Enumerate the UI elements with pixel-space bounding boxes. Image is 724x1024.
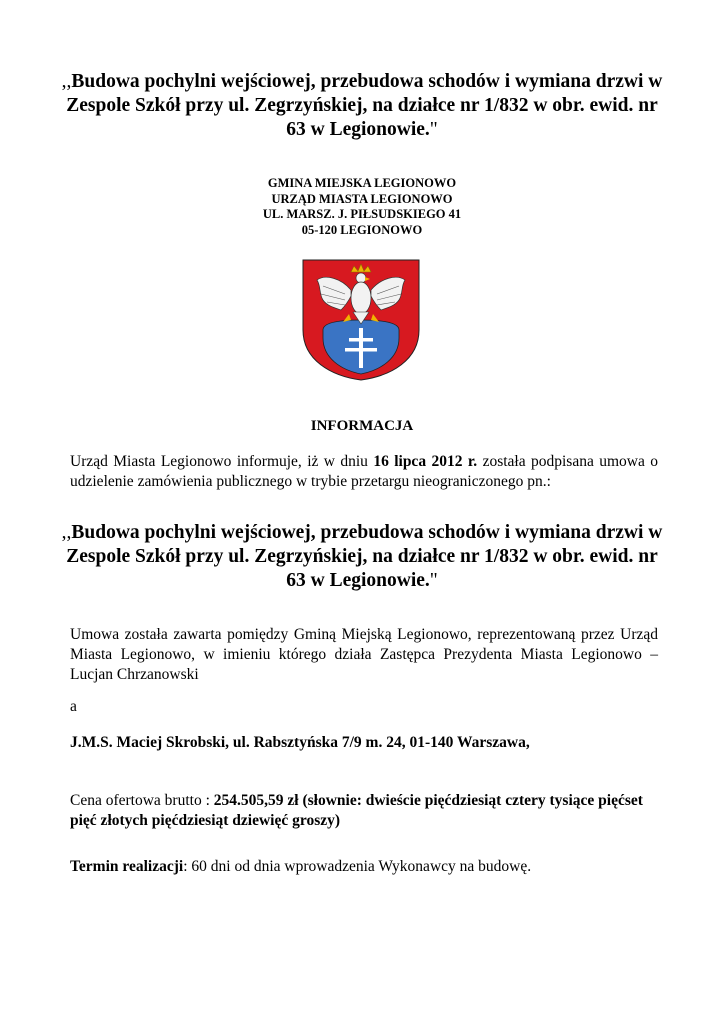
open-quote-repeat: ,,	[61, 522, 72, 543]
price-paragraph	[70, 791, 658, 831]
intro-text-before: Urząd Miasta Legionowo informuje, iż w dniu	[70, 453, 374, 470]
issuer-line-1: GMINA MIEJSKA LEGIONOWO	[267, 176, 457, 190]
term-label: Termin realizacji	[70, 858, 184, 875]
term-text: : 60 dni od dnia wprowadzenia Wykonawcy na budowę.	[183, 858, 532, 875]
intro-text-after: została podpisana umowa o udzielenie zamówienia publicznego w trybie przetargu nieograniczonego pn.:	[70, 453, 659, 490]
open-quote: ,,	[61, 71, 72, 92]
close-quote-repeat: "	[429, 570, 438, 591]
intro-date: 16 lipca 2012 r.	[373, 453, 478, 470]
intro-paragraph	[70, 452, 658, 492]
contractor-line	[70, 733, 658, 753]
issuer-line-2: URZĄD MIASTA LEGIONOWO	[271, 191, 453, 206]
legionowo-coat-of-arms-icon	[301, 258, 421, 382]
project-title-text-repeat: Budowa pochylni wejściowej, przebudowa schodów i wymiana drzwi w Zespole Szkół przy ul. Zegrzyńskiej, na działce nr 1/832 w obr. ewid. nr 63 w Legionowie.	[66, 522, 663, 591]
price-amount: 254.505,59 zł (słownie: dwieście pięćdziesiąt cztery tysiące pięćset pięć złotych pięćdziesiąt dziewięć groszy)	[70, 792, 643, 829]
close-quote: "	[429, 119, 438, 140]
issuer-line-4: 05-120 LEGIONOWO	[301, 222, 423, 237]
heading-informacja: INFORMACJA	[310, 418, 414, 434]
conjunction-a: a	[70, 698, 77, 715]
issuer-line-3: UL. MARSZ. J. PIŁSUDSKIEGO 41	[262, 207, 462, 221]
contractor-name: J.M.S. Maciej Skrobski, ul. Rabsztyńska 7/9 m. 24, 01-140 Warszawa,	[70, 734, 530, 751]
project-title-repeat	[60, 521, 664, 593]
price-label: Cena ofertowa brutto :	[70, 792, 214, 809]
project-title-text: Budowa pochylni wejściowej, przebudowa schodów i wymiana drzwi w Zespole Szkół przy ul. Zegrzyńskiej, na działce nr 1/832 w obr. ewid. nr 63 w Legionowie.	[66, 71, 663, 140]
contract-paragraph: Umowa została zawarta pomiędzy Gminą Miejską Legionowo, reprezentowaną przez Urząd Miasta Legionowo, w imieniu którego działa Zastępca Prezydenta Miasta Legionowo – Lucjan Chrzanowski	[70, 626, 658, 683]
project-title-top	[60, 70, 664, 142]
term-paragraph	[70, 857, 658, 877]
issuer-address	[150, 176, 574, 238]
